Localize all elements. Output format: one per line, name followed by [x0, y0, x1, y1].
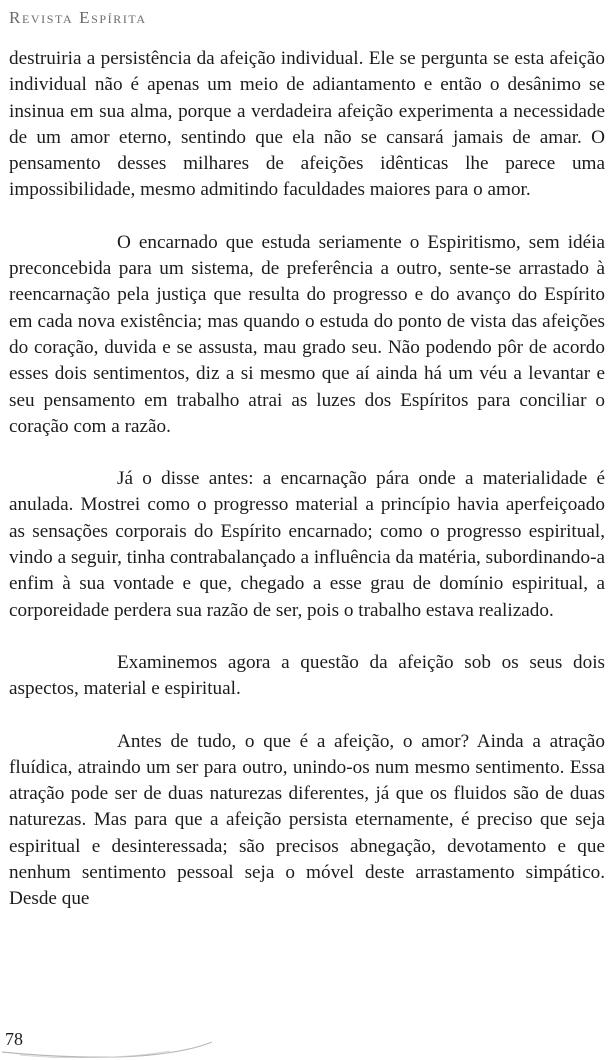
paragraph-2: O encarnado que estuda seriamente o Espiritismo, sem idéia preconcebida para um sistema, de preferência a outro, sente-se arrastado à reencarnação pela justiça que resulta do progresso e do avanço do Espírito em cada nova existência; mas quando o estuda do ponto de vista das afeições do coração, duvida e se assusta, mau grado seu. Não podendo pôr de acordo esses dois sentimentos, diz a si mesmo que aí ainda há um véu a levantar e seu pensamento em trabalho atrai as luzes dos Espíritos para conciliar o coração com a razão. — [9, 231, 605, 437]
paragraph-3: Já o disse antes: a encarnação pára onde a materialidade é anulada. Mostrei como o progresso material a princípio havia aperfeiçoado as sensações corporais do Espírito encarnado; como o progresso espiritual, vindo a seguir, tinha contrabalançado a influência da matéria, subordinando-a enfim à sua vontade e que, chegado a esse grau de domínio espiritual, a corporeidade perdera sua razão de ser, pois o trabalho estava realizado. — [9, 468, 605, 621]
body-text — [9, 46, 605, 913]
running-head: Revista Espírita — [9, 8, 147, 27]
paragraph-4: Examinemos agora a questão da afeição sob os seus dois aspectos, material e espiritual. — [9, 651, 605, 700]
page-number: 78 — [5, 1029, 23, 1049]
paragraph-1: destruiria a persistência da afeição individual. Ele se pergunta se esta afeição individual não é apenas um meio de adiantamento e então o desânimo se insinua em sua alma, porque a verdadeira afeição experimenta a necessidade de um amor eterno, sentindo que ela não se cansará jamais de amar. O pensamento desses milhares de afeições idênticas lhe parece uma impossibilidade, mesmo admitindo faculdades maiores para o amor. — [9, 48, 605, 201]
page-number-ornament — [0, 1030, 215, 1058]
paragraph-5: Antes de tudo, o que é a afeição, o amor? Ainda a atração fluídica, atraindo um ser para outro, unindo-os num mesmo sentimento. Essa atração pode ser de duas naturezas diferentes, já que os fluidos são de duas naturezas. Mas para que a afeição persista eternamente, é preciso que seja espiritual e desinteressada; são precisos abnegação, devotamento e que nenhum sentimento pessoal seja o móvel deste arrastamento simpático. Desde que — [9, 730, 605, 910]
